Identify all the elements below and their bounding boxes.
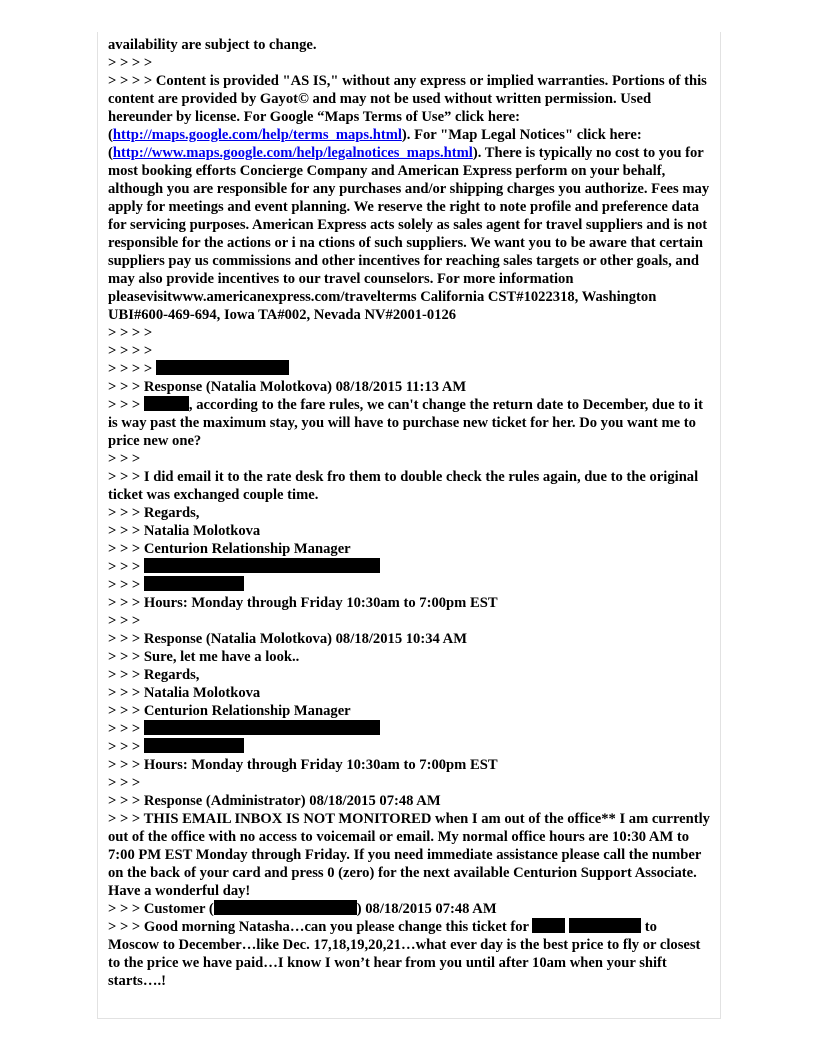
redaction-block xyxy=(214,900,357,915)
email-thread xyxy=(108,36,711,990)
response-body: > > > I did email it to the rate desk fro them to double check the rules again, due to the original ticket was exchanged couple time. xyxy=(108,469,699,503)
signature-name: > > > Natalia Molotkova xyxy=(108,523,261,539)
response-body: > > > , according to the fare rules, we can't change the return date to December, due to it is way past the maximum stay, you will have to purchase new ticket for her. Do you want me to price new one? xyxy=(108,397,703,449)
response-header: > > > Response (Natalia Molotkova) 08/18/2015 10:34 AM xyxy=(108,631,467,647)
redacted-line: > > > > xyxy=(108,360,711,378)
signature-regards: > > > Regards, xyxy=(108,505,200,521)
redacted-line: > > > xyxy=(108,738,711,756)
signature-title: > > > Centurion Relationship Manager xyxy=(108,541,351,557)
redaction-block xyxy=(532,918,565,933)
signature-name: > > > Natalia Molotkova xyxy=(108,685,261,701)
disclaimer-text: ). There is typically no cost to you for most booking efforts Concierge Company and American Express perform on your behalf, although you are responsible for any purchases and/or shipping charges you authorize. Fees may apply for meetings and event planning. We reserve the right to note profile and preference data for servicing purposes. American Express acts solely as sales agent for travel suppliers and is not responsible for the actions or i na ctions of such suppliers. We want you to be aware that certain suppliers pay us commissions and other incentives for reaching sales targets or other goals, and may also provide incentives to our travel counselors. For more information pleasevisitwww.americanexpress.com/travelterms California CST#1022318, Washington UBI#600-469-694, Iowa TA#002, Nevada NV#2001-0126 xyxy=(108,145,710,323)
redaction-block xyxy=(144,396,189,411)
redaction-block xyxy=(144,738,244,753)
quote-marker: > > > > xyxy=(108,343,153,359)
redaction-block xyxy=(144,558,380,573)
response-body: > > > THIS EMAIL INBOX IS NOT MONITORED when I am out of the office** I am currently out of the office with no access to voicemail or email. My normal office hours are 10:30 AM to 7:00 PM EST Monday through Friday. If you need immediate assistance please call the number on the back of your card and press 0 (zero) for the next available Centurion Support Associate. Have a wonderful day! xyxy=(108,811,710,899)
redacted-line: > > > xyxy=(108,720,711,738)
maps-legal-notices-link[interactable]: http://www.maps.google.com/help/legalnotices_maps.html xyxy=(112,145,473,161)
quote-marker: > > > xyxy=(108,613,141,629)
text-line: availability are subject to change. xyxy=(108,37,317,53)
redacted-line: > > > xyxy=(108,576,711,594)
redaction-block xyxy=(156,360,289,375)
disclaimer-paragraph xyxy=(108,72,711,324)
redaction-block xyxy=(569,918,641,933)
response-header: > > > Response (Administrator) 08/18/2015 07:48 AM xyxy=(108,793,441,809)
quote-marker: > > > xyxy=(108,775,141,791)
disclaimer-text: > > > > Content is provided "AS IS," without any express or implied warranties. Portions of this content are provided by Gayot© and may not be used without written permission. Used hereunder by license. For Google “Maps Terms of Use” click here: ( xyxy=(108,73,707,143)
maps-terms-link[interactable]: http://maps.google.com/help/terms_maps.html xyxy=(112,127,402,143)
signature-hours: > > > Hours: Monday through Friday 10:30am to 7:00pm EST xyxy=(108,595,498,611)
signature-title: > > > Centurion Relationship Manager xyxy=(108,703,351,719)
redaction-block xyxy=(144,576,244,591)
quote-marker: > > > xyxy=(108,451,141,467)
customer-message: > > > Good morning Natasha…can you please change this ticket for to Moscow to December…like Dec. 17,18,19,20,21…what ever day is the best price to fly or closest to the price we have paid…I know I won’t hear from you until after 10am when your shift starts….! xyxy=(108,919,701,989)
response-header: > > > Response (Natalia Molotkova) 08/18/2015 11:13 AM xyxy=(108,379,467,395)
signature-regards: > > > Regards, xyxy=(108,667,200,683)
signature-hours: > > > Hours: Monday through Friday 10:30am to 7:00pm EST xyxy=(108,757,498,773)
response-body: > > > Sure, let me have a look.. xyxy=(108,649,300,665)
redacted-line: > > > xyxy=(108,558,711,576)
redaction-block xyxy=(144,720,380,735)
customer-header: > > > Customer ( ) 08/18/2015 07:48 AM xyxy=(108,901,497,917)
quote-marker: > > > > xyxy=(108,55,153,71)
disclaimer-text: ). For "Map Legal Notices" click here: ( xyxy=(108,127,642,161)
quote-marker: > > > > xyxy=(108,325,153,341)
